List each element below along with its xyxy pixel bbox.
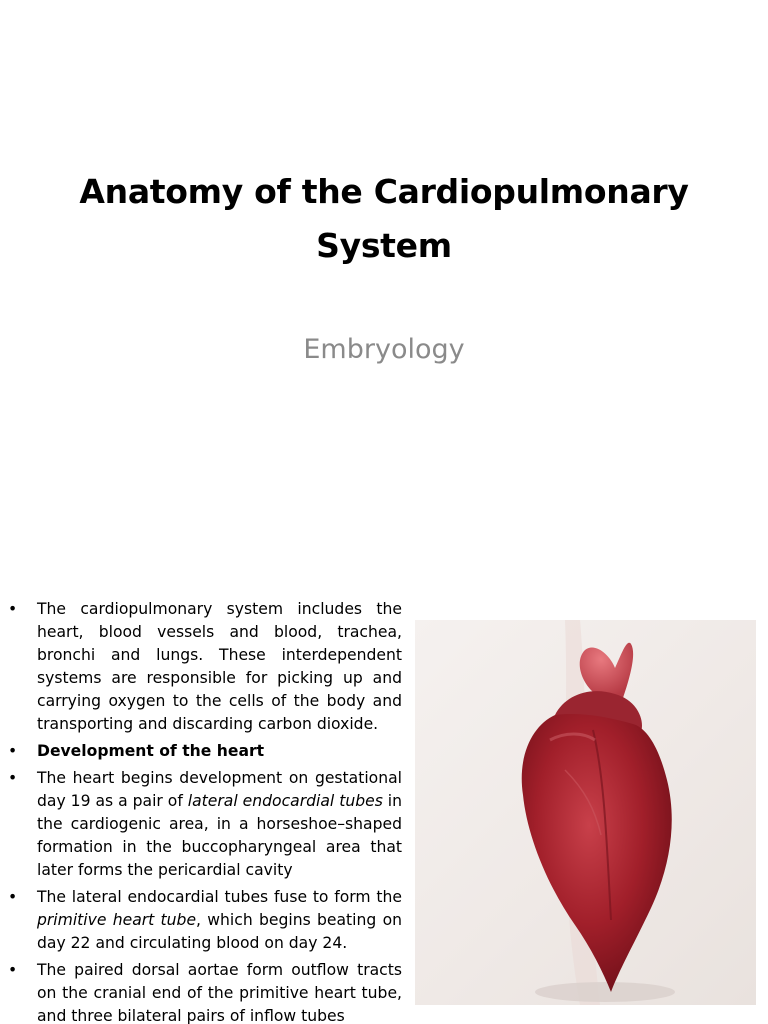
- heart-shape: [522, 714, 672, 992]
- bullet-list: [0, 598, 402, 1024]
- bullet-icon: •: [8, 769, 18, 787]
- bullet-icon: •: [8, 888, 18, 906]
- bullet-item-heading: [0, 740, 402, 763]
- aorta-shape: [580, 643, 633, 698]
- bullet-item-intro: [0, 598, 402, 736]
- bullet-text: The paired dorsal aortae form outflow tracts on the cranial end of the primitive heart tube, and three bilateral pairs of inflow tubes: [37, 961, 402, 1024]
- bullet-item-development: [0, 767, 402, 882]
- heart-photo: [415, 620, 756, 1005]
- bullet-text: The cardiopulmonary system includes the heart, blood vessels and blood, trachea, bronchi and lungs. These interdependent systems are responsible for picking up and carrying oxygen to the cells of the body and transporting and discarding carbon dioxide.: [37, 600, 402, 733]
- bullet-item-fusion: [0, 886, 402, 955]
- bullet-emphasis: lateral endocardial tubes: [187, 792, 383, 810]
- bullet-icon: •: [8, 742, 18, 760]
- bullet-item-aortae: [0, 959, 402, 1024]
- bullet-text: The heart begins development on gestational day 19 as a pair of: [37, 769, 402, 810]
- section-heading: Development of the heart: [37, 742, 265, 760]
- bullet-text: The lateral endocardial tubes fuse to form the: [37, 888, 402, 906]
- bullet-emphasis: primitive heart tube: [37, 911, 197, 929]
- heart-illustration: [415, 620, 756, 1005]
- bullet-icon: •: [8, 600, 18, 618]
- bullet-text: in the cardiogenic area, in a horseshoe–shaped formation in the buccopharyngeal area that later forms the pericardial cavity: [37, 792, 402, 879]
- slide-subtitle: Embryology: [303, 334, 465, 365]
- slide-title: Anatomy of the Cardiopulmonary System: [79, 172, 689, 265]
- bullet-text: , which begins beating on day 22 and circulating blood on day 24.: [37, 911, 402, 952]
- bullet-icon: •: [8, 961, 18, 979]
